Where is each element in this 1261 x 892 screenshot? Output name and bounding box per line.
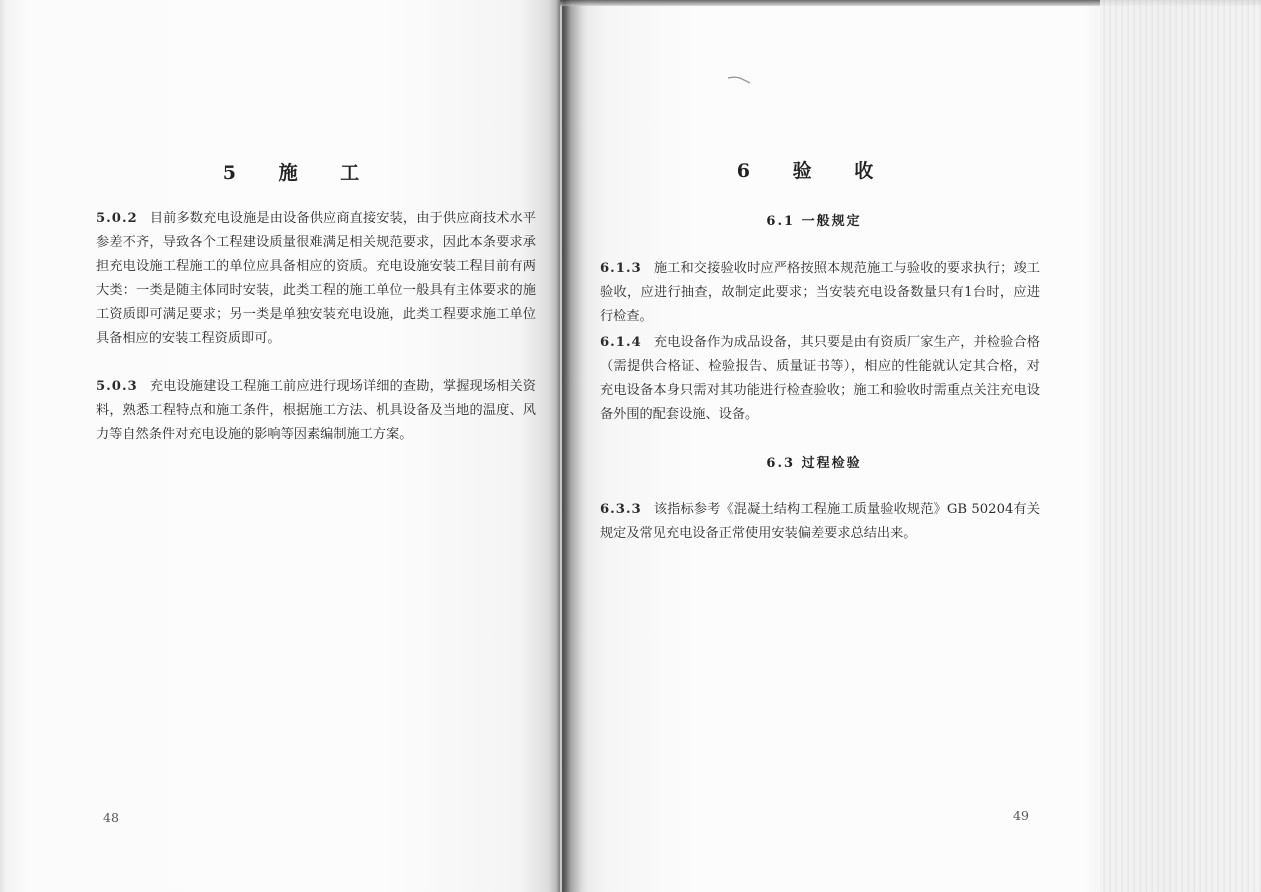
section-title-6-1: 6.1 一般规定	[766, 214, 862, 229]
clause-number: 6.1.4	[600, 335, 642, 350]
chapter-title-5: 5 施 工	[222, 162, 378, 184]
clause-text: 充电设施建设工程施工前应进行现场详细的查勘，掌握现场相关资料，熟悉工程特点和施工条件，根据施工方法、机具设备及当地的温度、风力等自然条件对充电设施的影响等因素编制施工方案。	[96, 379, 536, 442]
paragraph-5-0-3	[96, 375, 536, 447]
clause-text: 充电设备作为成品设备，其只要是由有资质厂家生产，并检验合格（需提供合格证、检验报告、质量证书等），相应的性能就认定其合格，对充电设备本身只需对其功能进行检查验收；施工和验收时需重点关注充电设备外围的配套设施、设备。	[600, 335, 1040, 422]
clause-text: 该指标参考《混凝土结构工程施工质量验收规范》GB 50204有关规定及常见充电设备正常使用安装偏差要求总结出来。	[600, 502, 1040, 541]
clause-text: 目前多数充电设施是由设备供应商直接安装，由于供应商技术水平参差不齐，导致各个工程建设质量很难满足相关规范要求，因此本条要求承担充电设施工程施工的单位应具备相应的资质。充电设施安装工程目前有两大类：一类是随主体同时安装，此类工程的施工单位一般具有主体要求的施工资质即可满足要求；另一类是单独安装充电设施，此类工程要求施工单位具备相应的安装工程资质即可。	[96, 211, 536, 346]
section-title-6-3: 6.3 过程检验	[766, 456, 862, 471]
page-number-right: 49	[1013, 808, 1029, 823]
paragraph-6-3-3	[600, 498, 1040, 546]
clause-number: 5.0.3	[96, 379, 138, 394]
paragraph-6-1-3	[600, 257, 1040, 329]
page-number-left: 48	[103, 810, 119, 825]
paragraph-5-0-2	[96, 207, 536, 351]
scan-speck	[728, 76, 750, 84]
paragraph-6-1-4	[600, 331, 1040, 427]
chapter-title-6: 6 验 收	[736, 160, 892, 182]
gutter-shadow	[548, 0, 588, 892]
clause-number: 6.3.3	[600, 502, 642, 517]
clause-number: 6.1.3	[600, 261, 642, 276]
fore-edge-texture	[1100, 0, 1261, 892]
clause-number: 5.0.2	[96, 211, 138, 226]
clause-text: 施工和交接验收时应严格按照本规范施工与验收的要求执行；竣工验收，应进行抽查，故制定此要求；当安装充电设备数量只有1台时，应进行检查。	[600, 261, 1040, 324]
